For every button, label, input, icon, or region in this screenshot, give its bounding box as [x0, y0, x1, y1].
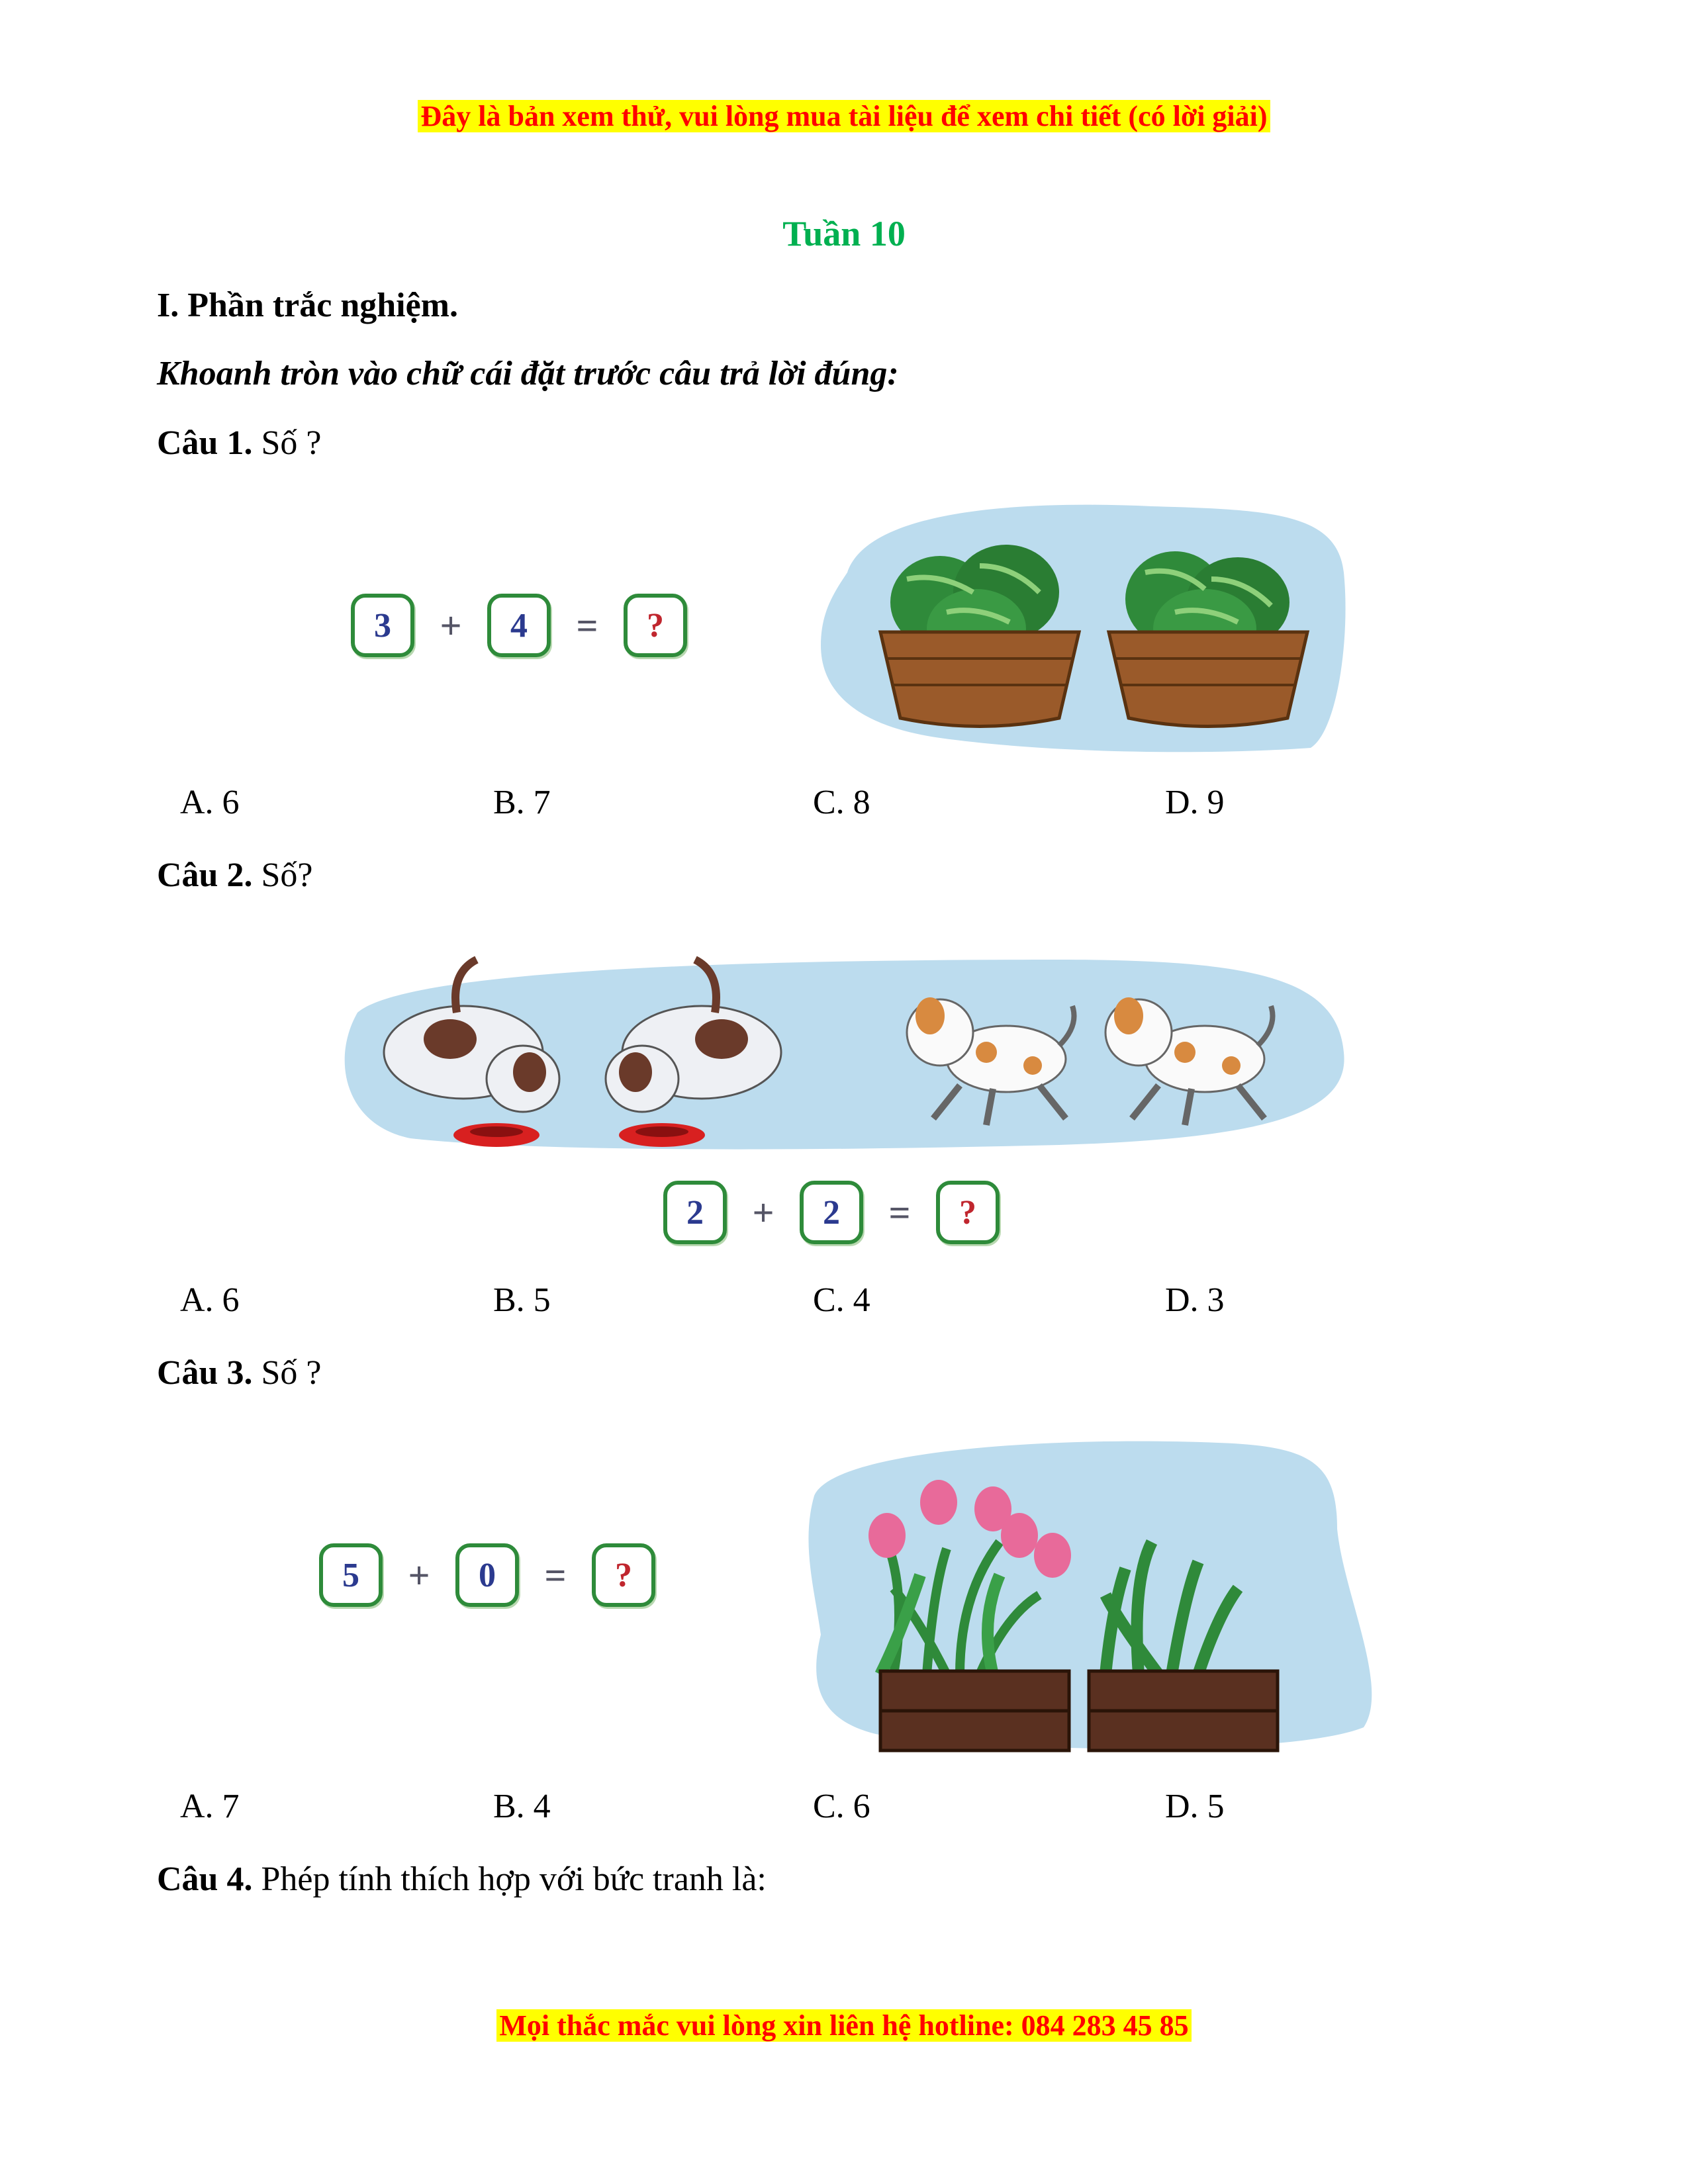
flower-box-right [1089, 1671, 1278, 1751]
question-3-option-d[interactable]: D. 5 [1165, 1788, 1225, 1825]
plus-sign: + [408, 1553, 430, 1597]
flower-box-left [880, 1671, 1069, 1751]
question-1-option-d[interactable]: D. 9 [1165, 784, 1225, 821]
equation-box-b: 2 [800, 1181, 863, 1244]
equation-box-a: 5 [319, 1543, 383, 1607]
question-2-option-c[interactable]: C. 4 [813, 1281, 870, 1319]
watermelon-basket-illustration [808, 493, 1350, 758]
instruction: Khoanh tròn vào chữ cái đặt trước câu trả lời đúng: [157, 355, 899, 392]
preview-banner-text: Đây là bản xem thử, vui lòng mua tài liệu để xem chi tiết (có lời giải) [418, 100, 1270, 132]
question-2-option-b[interactable]: B. 5 [493, 1281, 551, 1319]
question-4 [157, 1860, 767, 1899]
equation-box-a: 2 [663, 1181, 727, 1244]
section-title: I. Phần trắc nghiệm. [157, 287, 458, 324]
tulip-boxes-illustration [794, 1436, 1390, 1760]
hotline-banner-text: Mọi thắc mắc vui lòng xin liên hệ hotline: 084 283 45 85 [496, 2009, 1191, 2042]
question-3-label: Câu 3. [157, 1354, 253, 1392]
basket-left [880, 632, 1079, 727]
equation-box-a: 3 [351, 594, 414, 657]
equals-sign: = [576, 604, 598, 647]
equation-box-b: 0 [455, 1543, 519, 1607]
question-2 [157, 856, 312, 895]
equals-sign: = [888, 1191, 911, 1234]
question-1-option-b[interactable]: B. 7 [493, 784, 551, 821]
question-1-text: Số ? [252, 424, 322, 462]
question-4-label: Câu 4. [157, 1860, 253, 1898]
question-3-equation [319, 1539, 655, 1612]
week-title: Tuần 10 [782, 214, 906, 253]
question-3 [157, 1353, 321, 1392]
equation-box-b: 4 [487, 594, 551, 657]
equation-box-answer: ? [592, 1543, 655, 1607]
basket-right [1109, 632, 1307, 727]
plus-sign: + [440, 604, 462, 647]
question-1-option-c[interactable]: C. 8 [813, 784, 870, 821]
question-1-equation [351, 589, 687, 662]
question-3-option-b[interactable]: B. 4 [493, 1788, 551, 1825]
equation-box-answer: ? [936, 1181, 1000, 1244]
question-2-option-a[interactable]: A. 6 [180, 1281, 240, 1319]
dogs-illustration [331, 940, 1350, 1165]
question-4-text: Phép tính thích hợp với bức tranh là: [252, 1860, 767, 1898]
question-1 [157, 424, 321, 463]
equation-box-answer: ? [624, 594, 687, 657]
question-3-option-a[interactable]: A. 7 [180, 1788, 240, 1825]
question-2-text: Số? [252, 856, 313, 894]
question-2-option-d[interactable]: D. 3 [1165, 1281, 1225, 1319]
question-1-option-a[interactable]: A. 6 [180, 784, 240, 821]
equals-sign: = [544, 1553, 567, 1597]
question-3-option-c[interactable]: C. 6 [813, 1788, 870, 1825]
question-2-equation [663, 1176, 1000, 1249]
hotline-banner [0, 2009, 1688, 2042]
question-3-text: Số ? [252, 1354, 322, 1392]
plus-sign: + [752, 1191, 774, 1234]
question-1-label: Câu 1. [157, 424, 253, 462]
question-2-label: Câu 2. [157, 856, 253, 894]
preview-banner [0, 99, 1688, 133]
